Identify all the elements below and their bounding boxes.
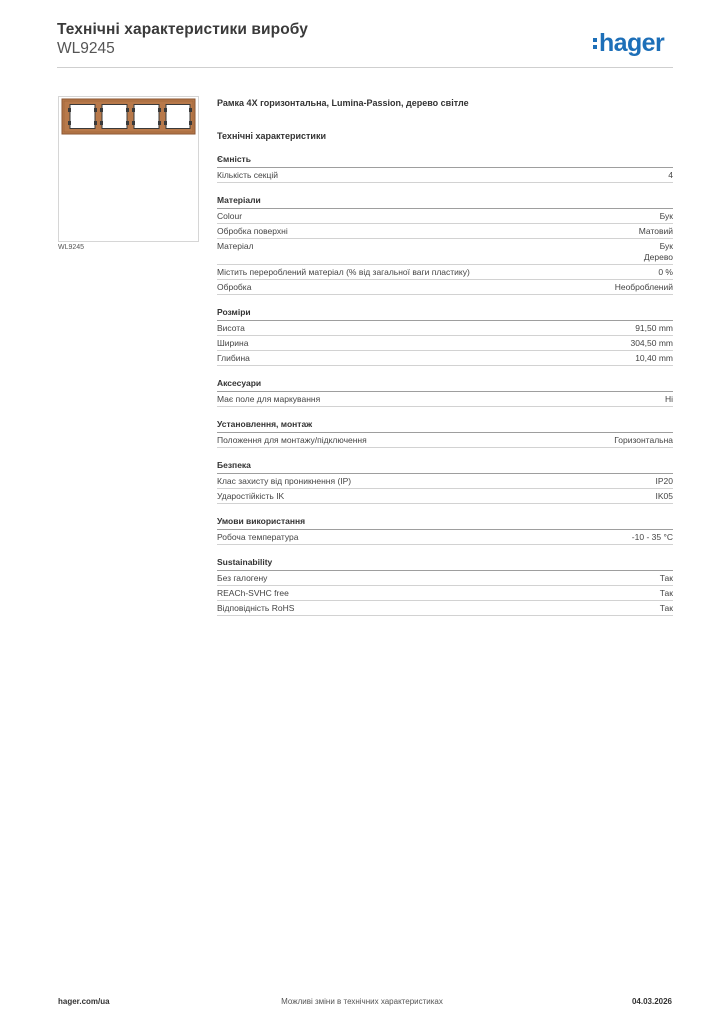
spec-row [217, 336, 673, 351]
logo-dots-icon [593, 38, 597, 49]
spec-row [217, 392, 673, 407]
spec-value [660, 573, 673, 584]
spec-value-line: Так [659, 603, 673, 613]
footer-disclaimer: Можливі зміни в технічних характеристиках [281, 997, 443, 1006]
spec-label: Положення для монтажу/підключення [217, 435, 367, 445]
spec-value-line: Матовий [638, 226, 673, 236]
spec-section-title: Установлення, монтаж [217, 419, 673, 433]
spec-row [217, 433, 673, 448]
spec-content [217, 96, 673, 616]
footer-date: 04.03.2026 [631, 997, 672, 1006]
spec-row [217, 474, 673, 489]
spec-section-title: Умови використання [217, 516, 673, 530]
spec-value-line: Необроблений [614, 282, 673, 292]
spec-value-line: Так [659, 573, 673, 583]
spec-row [217, 280, 673, 295]
spec-row [217, 571, 673, 586]
spec-label: Глибина [217, 353, 250, 363]
hager-logo [593, 25, 664, 61]
spec-section [217, 195, 673, 295]
spec-value-line: Бук [659, 241, 673, 251]
page-title: Технічні характеристики виробу [57, 21, 308, 38]
spec-label: Містить перероблений матеріал (% від загальної ваги пластику) [217, 267, 470, 277]
spec-value [656, 491, 674, 502]
spec-sections [217, 154, 673, 616]
spec-row [217, 586, 673, 601]
spec-value-line: Дерево [643, 252, 673, 262]
spec-value-line: -10 - 35 °C [631, 532, 673, 542]
spec-value [635, 323, 673, 334]
spec-section [217, 557, 673, 616]
wooden-4-gang-frame-image [59, 97, 198, 241]
spec-value-line: Бук [659, 211, 673, 221]
spec-section [217, 516, 673, 545]
spec-value-line: IK05 [655, 491, 673, 501]
spec-value [615, 282, 673, 293]
spec-value-line: 91,50 mm [635, 323, 673, 333]
spec-row [217, 601, 673, 616]
spec-label: Має поле для маркування [217, 394, 321, 404]
spec-value [660, 603, 673, 614]
product-name: Рамка 4X горизонтальна, Lumina-Passion, дерево світле [217, 98, 469, 108]
spec-value [660, 211, 673, 222]
spec-row [217, 168, 673, 183]
spec-section [217, 460, 673, 504]
spec-row [217, 265, 673, 280]
spec-value [614, 435, 673, 446]
spec-row [217, 530, 673, 545]
logo-text: hager [599, 28, 665, 57]
spec-row [217, 489, 673, 504]
spec-label: Кількість секцій [217, 170, 278, 180]
spec-label: Обробка поверхні [217, 226, 288, 236]
spec-value [660, 588, 673, 599]
header-divider [57, 67, 673, 68]
spec-value-line: 10,40 mm [635, 353, 673, 363]
spec-value [639, 226, 673, 237]
spec-section [217, 378, 673, 407]
spec-section-title: Sustainability [217, 557, 673, 571]
spec-label: Відповідність RoHS [217, 603, 295, 613]
product-image [58, 96, 199, 242]
spec-value-line: 0 % [658, 267, 673, 277]
spec-section [217, 307, 673, 366]
spec-section [217, 419, 673, 448]
spec-label: Без галогену [217, 573, 268, 583]
spec-label: Матеріал [217, 241, 254, 251]
spec-section-title: Безпека [217, 460, 673, 474]
spec-row [217, 239, 673, 265]
spec-value-line: 4 [668, 170, 673, 180]
spec-row [217, 321, 673, 336]
spec-label: Клас захисту від проникнення (IP) [217, 476, 352, 486]
spec-label: Ударостійкість IK [217, 491, 285, 501]
spec-value-line: Ні [664, 394, 673, 404]
spec-label: REACh-SVHC free [217, 588, 289, 598]
spec-row [217, 209, 673, 224]
spec-value [630, 338, 673, 349]
spec-section-title: Ємність [217, 154, 673, 168]
spec-value [644, 241, 673, 263]
spec-value [632, 532, 673, 543]
spec-value-line: 304,50 mm [630, 338, 673, 348]
spec-value [665, 394, 673, 405]
spec-value-line: IP20 [655, 476, 673, 486]
product-image-caption: WL9245 [58, 244, 85, 251]
spec-row [217, 224, 673, 239]
spec-section-title: Розміри [217, 307, 673, 321]
spec-label: Ширина [217, 338, 249, 348]
product-code-heading: WL9245 [57, 40, 115, 57]
tech-spec-title: Технічні характеристики [217, 131, 326, 141]
spec-value [668, 170, 673, 181]
spec-row [217, 351, 673, 366]
spec-value [656, 476, 674, 487]
spec-value [635, 353, 673, 364]
spec-value [658, 267, 673, 278]
spec-value-line: Горизонтальна [614, 435, 673, 445]
footer-website: hager.com/ua [58, 997, 110, 1006]
spec-section-title: Матеріали [217, 195, 673, 209]
spec-value-line: Так [659, 588, 673, 598]
spec-label: Висота [217, 323, 245, 333]
spec-section [217, 154, 673, 183]
spec-label: Робоча температура [217, 532, 299, 542]
spec-section-title: Аксесуари [217, 378, 673, 392]
spec-label: Обробка [217, 282, 252, 292]
spec-label: Colour [217, 211, 243, 221]
